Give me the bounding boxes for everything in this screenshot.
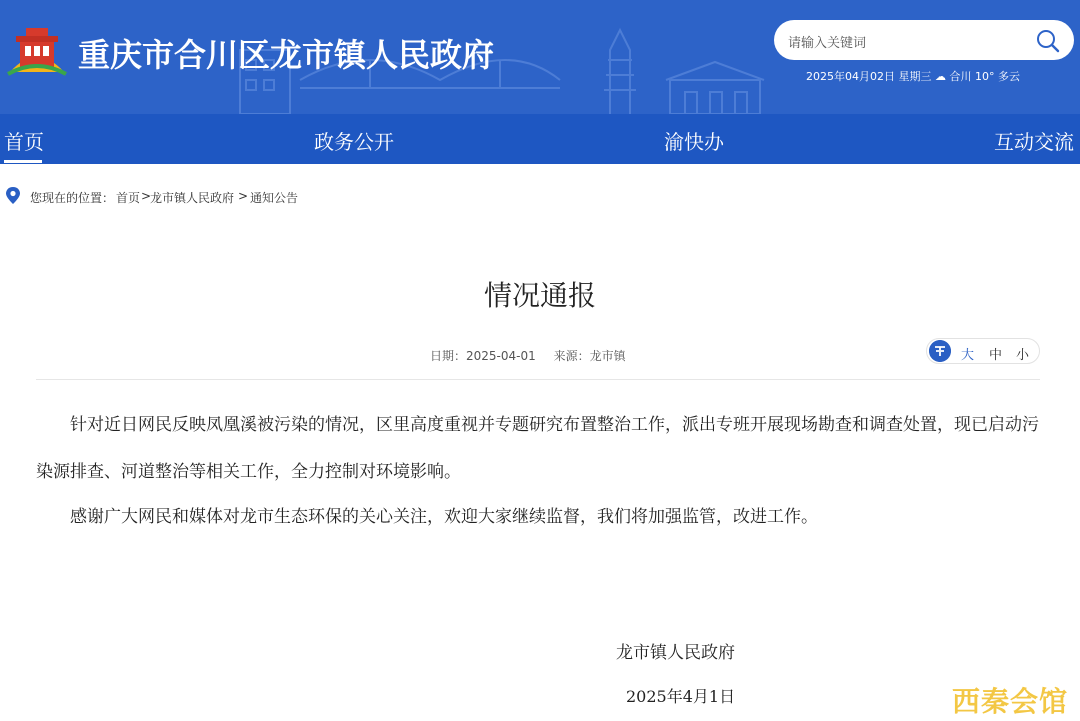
main-nav [0,114,1080,164]
nav-item-home[interactable]: 首页 [4,130,44,154]
nav-active-indicator [4,160,42,163]
search-box[interactable] [774,20,1074,60]
breadcrumb-notices[interactable]: 通知公告 [250,191,299,205]
article-paragraph: 针对近日网民反映凤凰溪被污染的情况，区里高度重视并专题研究布置整治工作，派出专班开展现场勘查和调查处置，现已启动污染源排查、河道整治等相关工作，全力控制对环境影响。 [36,415,1039,482]
font-size-medium[interactable]: 中 [989,348,1003,363]
logo-icon[interactable] [6,22,68,78]
font-size-control [926,338,1040,364]
breadcrumb-home[interactable]: 首页 [116,191,141,205]
nav-item-government-affairs[interactable]: 政务公开 [314,130,394,154]
site-title: 重庆市合川区龙市镇人民政府 [78,36,495,74]
title-divider [36,379,1040,380]
article-date: 日期：2025-04-01 [430,349,536,363]
breadcrumb-separator: > [141,189,152,203]
signature-date: 2025年4月1日 [626,687,736,706]
article-meta [430,347,640,364]
font-size-large[interactable]: 大 [961,348,975,363]
font-size-icon [929,340,951,362]
article-paragraph: 感谢广大网民和媒体对龙市生态环保的关心关注，欢迎大家继续监督，我们将加强监管，改进工作。 [70,507,818,527]
breadcrumb-prefix: 您现在的位置： [30,191,115,205]
location-pin-icon [4,186,22,206]
watermark-text: 西秦会馆 [952,685,1069,718]
breadcrumb-town-gov[interactable]: 龙市镇人民政府 [150,191,235,205]
nav-item-yukuaiban[interactable]: 渝快办 [664,130,724,154]
breadcrumb-separator: > [238,189,249,203]
article-title: 情况通报 [483,279,596,312]
search-icon[interactable] [1036,29,1060,53]
article-source: 来源：龙市镇 [553,349,626,363]
nav-item-interaction[interactable]: 互动交流 [994,130,1074,154]
font-size-small[interactable]: 小 [1016,348,1030,363]
site-header [0,0,1080,114]
search-input[interactable]: 请输入关键词 [788,36,867,51]
signature-organization: 龙市镇人民政府 [616,643,735,663]
date-weather-line: 2025年04月02日 星期三 ☁ 合川 10° 多云 [806,70,1020,83]
